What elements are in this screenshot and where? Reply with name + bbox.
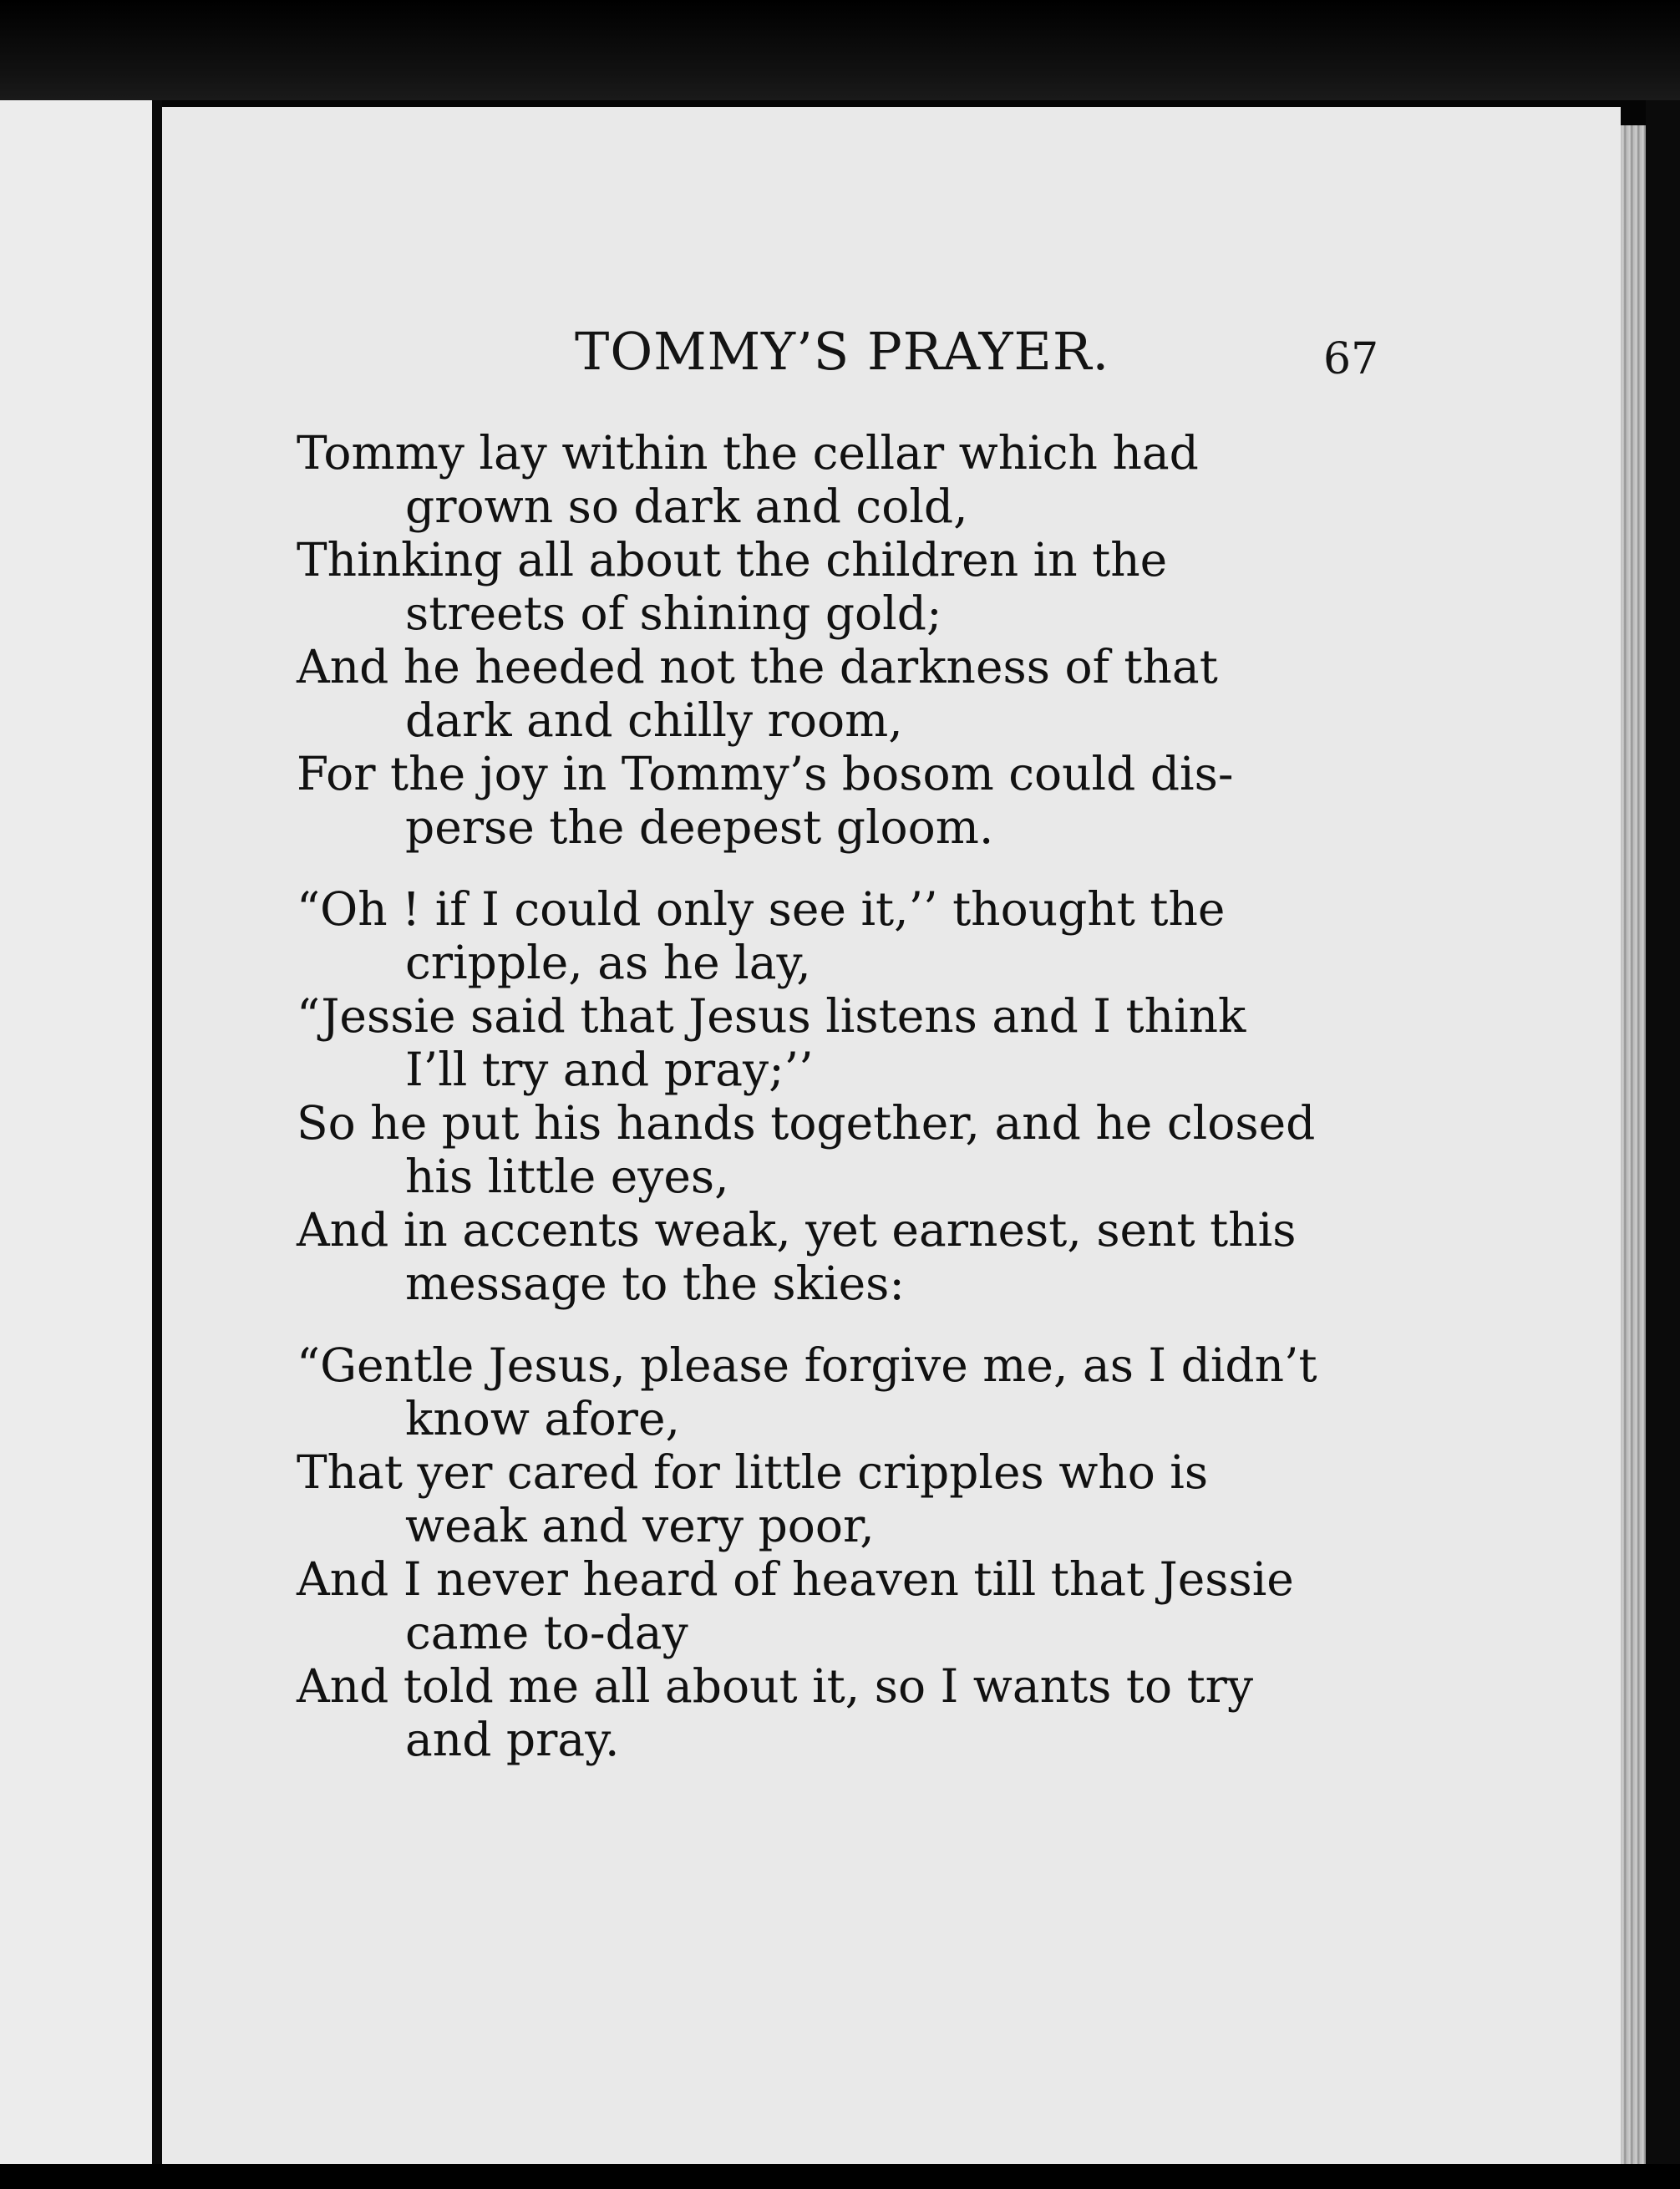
poem-line: his little eyes, [405, 1150, 729, 1203]
poem-line: “Jessie said that Jesus listens and I think [297, 989, 1246, 1043]
poem-line: grown so dark and cold, [405, 480, 968, 533]
book-gutter [152, 100, 162, 2164]
poem-line: Thinking all about the children in the [297, 533, 1168, 587]
page-number: 67 [1323, 334, 1379, 384]
poem-line: message to the skies: [405, 1257, 905, 1310]
stanza-2 [297, 882, 1383, 1310]
poem-line: weak and very poor, [405, 1499, 875, 1552]
poem-line: perse the deepest gloom. [405, 800, 994, 854]
poem-line: streets of shining gold; [405, 587, 942, 640]
stanza-1 [297, 426, 1383, 854]
poem-line: And told me all about it, so I wants to try [297, 1659, 1254, 1713]
poem-line: That yer cared for little cripples who is [297, 1445, 1209, 1499]
poem-line: “Oh ! if I could only see it,’’ thought the [297, 882, 1226, 936]
poem-text [297, 426, 1383, 1795]
poem-line: And in accents weak, yet earnest, sent this [297, 1203, 1297, 1257]
page-stack-edge [1621, 125, 1646, 2164]
poem-line: came to-day [405, 1606, 688, 1659]
poem-line: And I never heard of heaven till that Jessie [297, 1552, 1294, 1606]
poem-line: cripple, as he lay, [405, 936, 811, 989]
poem-line: and pray. [405, 1713, 620, 1766]
poem-line: know afore, [405, 1392, 681, 1445]
left-page-edge [0, 100, 152, 2164]
running-head: TOMMY’S PRAYER. [575, 321, 1110, 382]
poem-line: Tommy lay within the cellar which had [297, 426, 1199, 480]
poem-line: So he put his hands together, and he closed [297, 1096, 1316, 1150]
poem-line: I’ll try and pray;’’ [405, 1043, 814, 1096]
scan-background-bottom [0, 2164, 1680, 2189]
poem-line: “Gentle Jesus, please forgive me, as I didn’t [297, 1338, 1317, 1392]
poem-line: And he heeded not the darkness of that [297, 640, 1218, 693]
scan-background-right [1646, 100, 1680, 2189]
stanza-3 [297, 1338, 1383, 1766]
scan-background-top [0, 0, 1680, 100]
poem-line: For the joy in Tommy’s bosom could dis- [297, 747, 1234, 800]
poem-line: dark and chilly room, [405, 693, 903, 747]
